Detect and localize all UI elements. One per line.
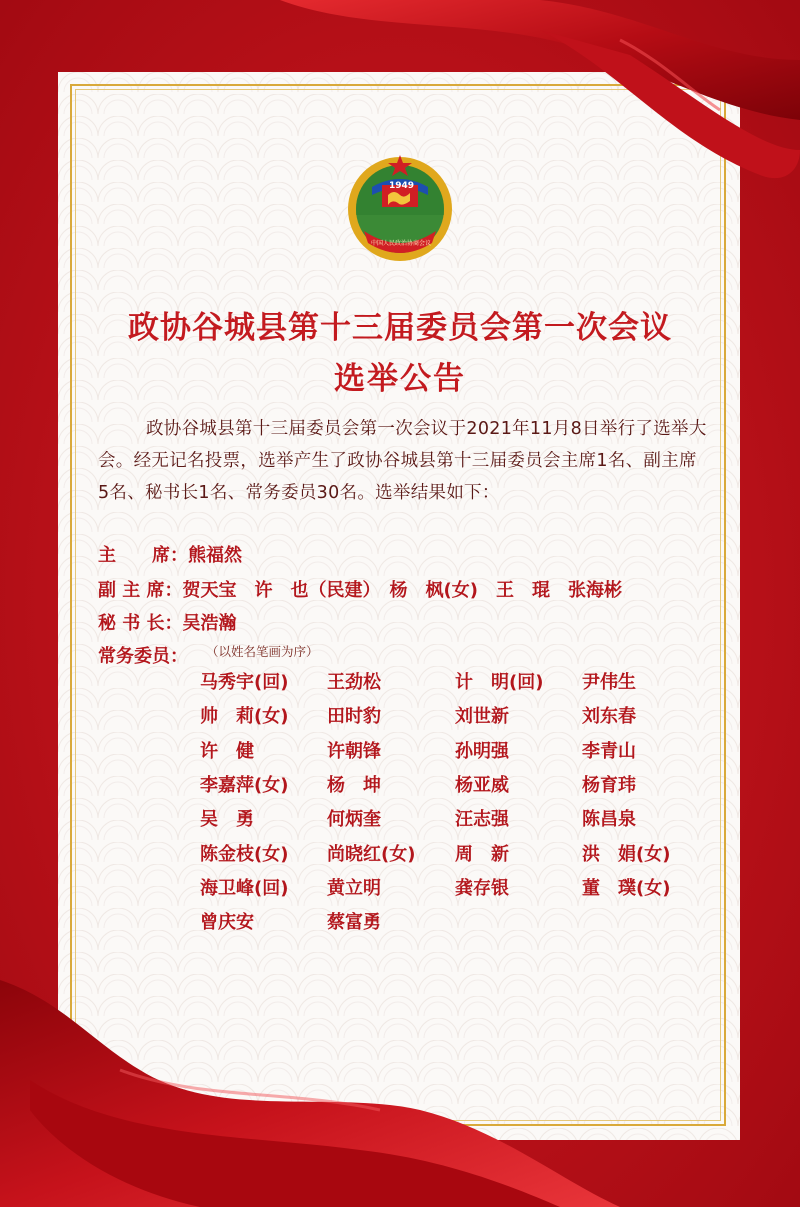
title-line2: 选举公告 (334, 361, 466, 397)
member-name: 刘东春 (582, 706, 636, 728)
chairman-role: 主 席： (98, 545, 188, 566)
emblem-year: 1949 (389, 181, 415, 191)
member-name: 马秀宇(回) (200, 672, 289, 693)
member-name: 杨 坤 (327, 774, 381, 796)
member-name: 董 璞(女) (582, 877, 671, 899)
chairman-row (98, 541, 242, 567)
member-name: 帅 莉(女) (200, 706, 289, 728)
member-name: 许朝锋 (327, 740, 381, 762)
member-name: 黄立明 (327, 877, 381, 899)
member-name: 尹伟生 (582, 672, 636, 693)
order-note: （以姓名笔画为序） (206, 644, 319, 659)
member-name: 李嘉萍(女) (200, 774, 289, 796)
chairman-name: 熊福然 (188, 545, 242, 566)
member-name: 刘世新 (455, 706, 509, 728)
standing-committee-role: 常务委员： (98, 646, 188, 667)
member-name: 陈昌泉 (582, 809, 636, 831)
emblem-banner-text: 中国人民政治协商会议 (371, 240, 432, 247)
member-name: 曾庆安 (200, 912, 254, 934)
secretary-role: 秘 书 长： (98, 613, 183, 634)
member-name: 王劲松 (327, 672, 381, 693)
member-name: 李青山 (582, 740, 636, 762)
vice-chairmen-names: 贺天宝 许 也（民建） 杨 枫(女) 王 琨 张海彬 (182, 580, 622, 601)
member-name: 洪 娟(女) (582, 843, 671, 865)
member-name: 杨亚威 (455, 774, 509, 796)
member-name: 许 健 (200, 740, 254, 762)
member-name: 尚晓红(女) (327, 843, 416, 865)
member-name: 计 明(回) (455, 672, 544, 693)
member-name: 龚存银 (455, 877, 509, 899)
member-name: 孙明强 (455, 740, 509, 762)
vice-chairmen-role: 副 主 席： (98, 580, 183, 601)
vice-chairmen-row (98, 576, 622, 602)
member-name: 汪志强 (455, 809, 509, 831)
secretary-name: 吴浩瀚 (182, 613, 237, 634)
intro-paragraph: 政协谷城县第十三届委员会第一次会议于2021年11月8日举行了选举大会。经无记名投票，选举产生了政协谷城县第十三届委员会主席1名、副主席5名、秘书长1名、常务委员30名。选举结果如下： (98, 419, 707, 503)
title-line1: 政协谷城县第十三届委员会第一次会议 (128, 310, 672, 346)
member-name: 田时豹 (327, 706, 381, 728)
member-name: 杨育玮 (582, 774, 636, 796)
member-name: 吴 勇 (200, 809, 254, 831)
member-name: 海卫峰(回) (200, 877, 289, 899)
member-name: 周 新 (455, 843, 509, 865)
member-name: 蔡富勇 (327, 912, 381, 934)
standing-committee-row (98, 642, 188, 668)
member-name: 陈金枝(女) (200, 843, 289, 865)
secretary-row (98, 609, 237, 635)
member-name: 何炳奎 (327, 809, 381, 831)
